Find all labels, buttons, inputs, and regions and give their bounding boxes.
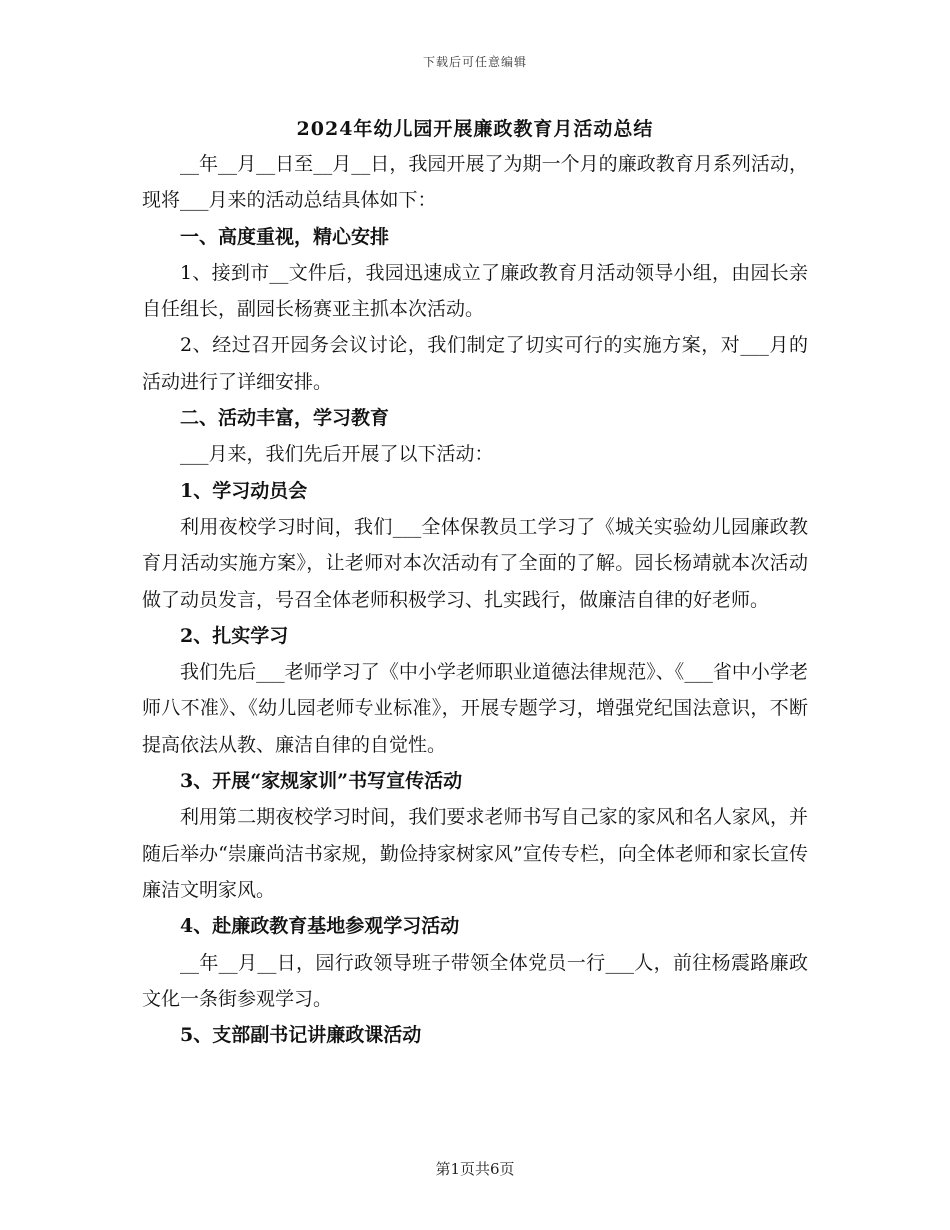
section-2-lead: ___月来，我们先后开展了以下活动： <box>180 443 494 466</box>
subsection-4-heading: 4、赴廉政教育基地参观学习活动 <box>180 915 460 938</box>
download-edit-note: 下载后可任意编辑 <box>422 55 527 69</box>
subsection-2-heading: 2、扎实学习 <box>180 624 289 647</box>
section-1-paragraph-2: 2、经过召开园务会议讨论，我们制定了切实可行的实施方案，对___月的活动进行了详细安排。 <box>142 334 808 393</box>
page-number: 第1页共6页 <box>435 1160 515 1178</box>
section-2-heading: 二、活动丰富，学习教育 <box>180 407 390 430</box>
subsection-1-paragraph: 利用夜校学习时间，我们___全体保教员工学习了《城关实验幼儿园廉政教育月活动实施方案》，让老师对本次活动有了全面的了解。园长杨靖就本次活动做了动员发言，号召全体老师积极学习、扎实践行，做廉洁自律的好老师。 <box>142 515 808 611</box>
section-1-paragraph-1: 1、接到市__文件后，我园迅速成立了廉政教育月活动领导小组，由园长亲自任组长，副园长杨赛亚主抓本次活动。 <box>142 261 808 321</box>
subsection-1-heading: 1、学习动员会 <box>180 479 308 502</box>
intro-paragraph: __年__月__日至__月__日，我园开展了为期一个月的廉政教育月系列活动，现将___月来的活动总结具体如下： <box>142 153 808 212</box>
document-title: 2024年幼儿园开展廉政教育月活动总结 <box>296 118 654 140</box>
subsection-5-heading: 5、支部副书记讲廉政课活动 <box>180 1024 422 1047</box>
section-1-heading: 一、高度重视，精心安排 <box>180 225 390 248</box>
subsection-3-paragraph: 利用第二期夜校学习时间，我们要求老师书写自己家的家风和名人家风，并随后举办“崇廉尚洁书家规，勤俭持家树家风”宣传专栏，向全体老师和家长宣传廉洁文明家风。 <box>142 806 808 901</box>
subsection-2-paragraph: 我们先后___老师学习了《中小学老师职业道德法律规范》、《___省中小学老师八不准》、《幼儿园老师专业标准》，开展专题学习，增强党纪国法意识，不断提高依法从教、廉洁自律的自觉性。 <box>142 661 808 756</box>
document-body <box>142 146 808 1053</box>
subsection-4-paragraph: __年__月__日，园行政领导班子带领全体党员一行___人，前往杨震路廉政文化一条街参观学习。 <box>142 951 808 1010</box>
subsection-3-heading: 3、开展“家规家训”书写宣传活动 <box>180 770 463 793</box>
